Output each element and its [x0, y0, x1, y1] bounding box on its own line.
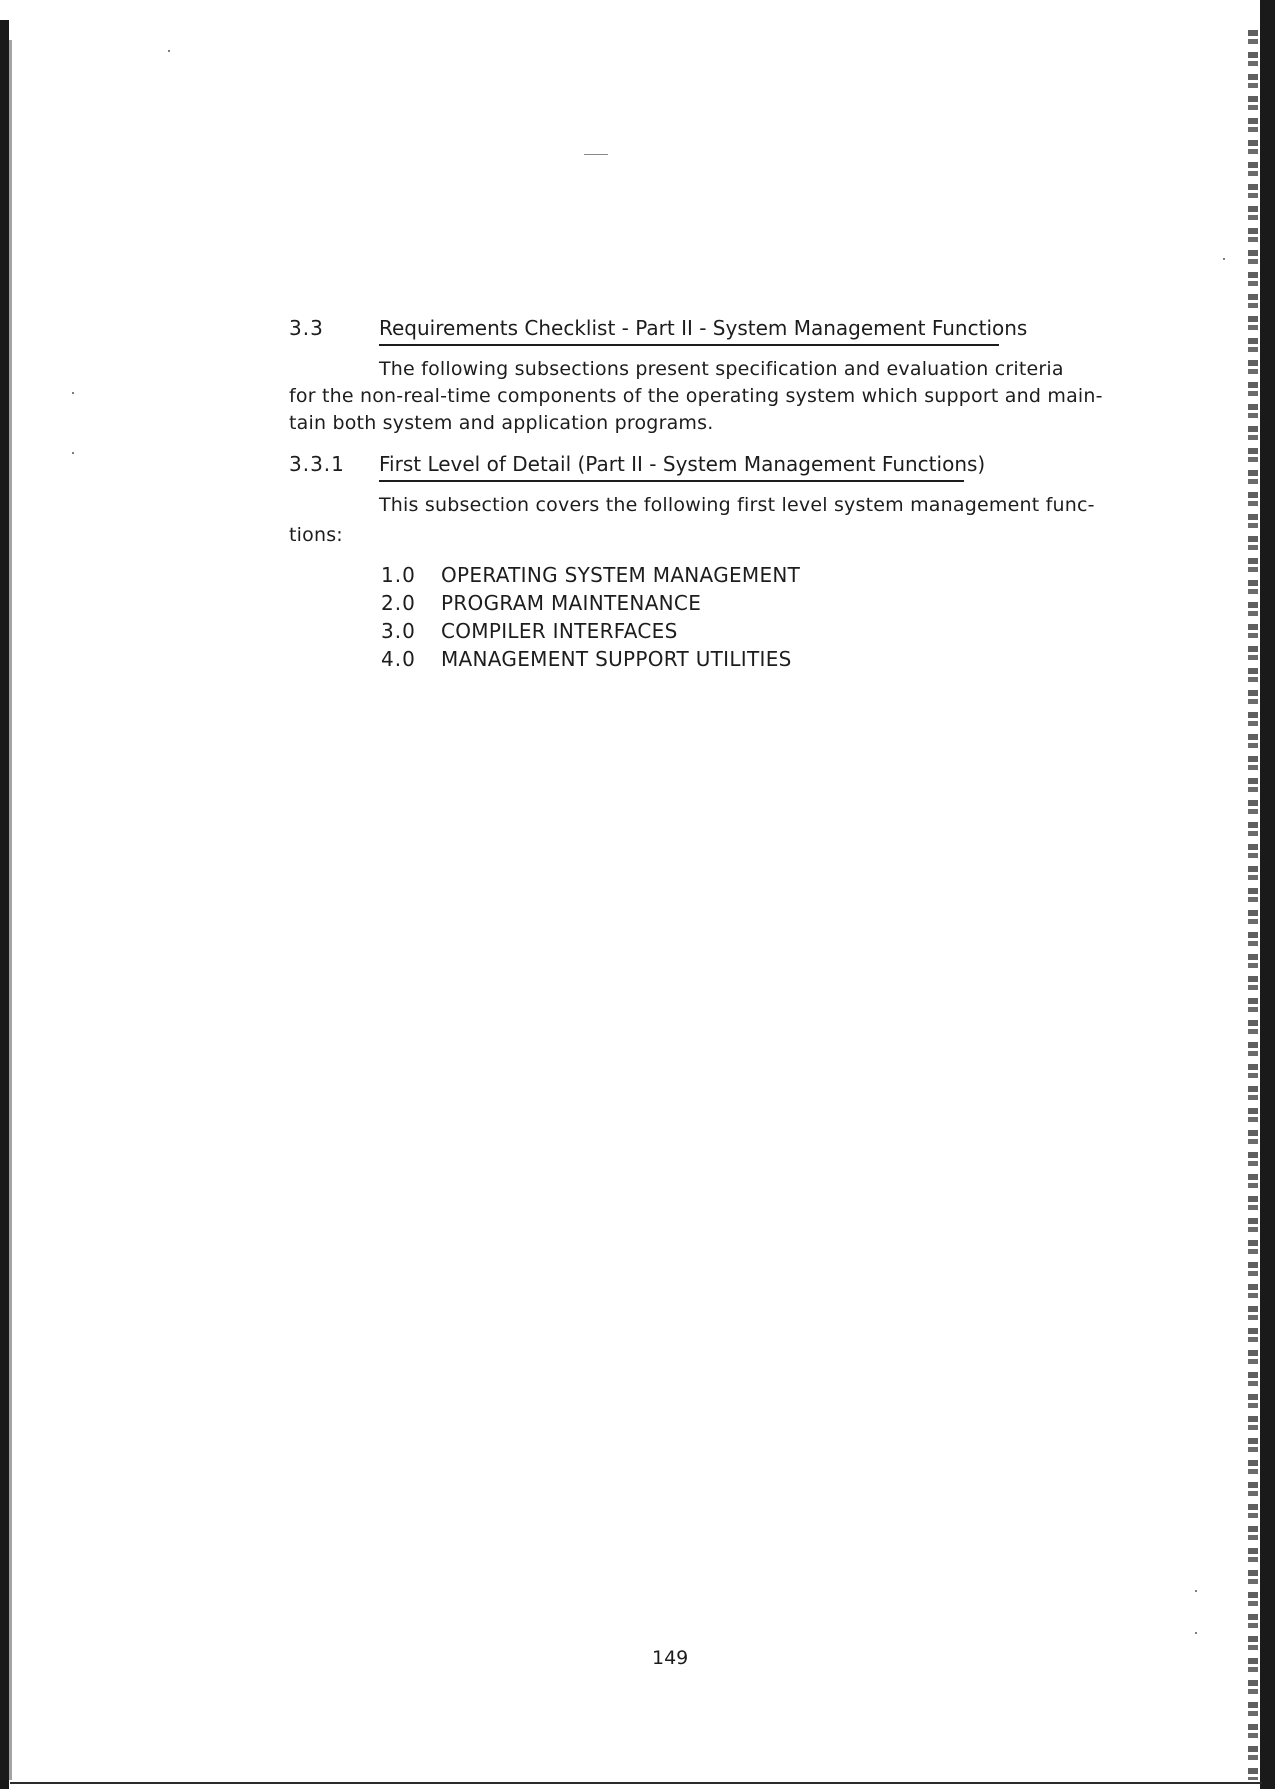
- scan-speck: [72, 392, 74, 394]
- list-item: [381, 619, 678, 647]
- list-item: [381, 591, 701, 619]
- list-item-label: PROGRAM MAINTENANCE: [441, 591, 702, 615]
- section-paragraph-line-1: The following subsections present specification and evaluation criteria: [379, 358, 1064, 380]
- page-number: 149: [652, 1647, 689, 1669]
- scan-edge-left-shadow: [9, 40, 12, 1780]
- scan-edge-left: [0, 20, 9, 1789]
- scan-speck: [168, 50, 170, 52]
- scan-speck: [1195, 1632, 1197, 1634]
- list-item: [381, 563, 800, 591]
- section-paragraph-line-3: tain both system and application programs.: [289, 412, 714, 434]
- list-item-number: 4.0: [381, 647, 416, 671]
- section-title: Requirements Checklist - Part II - System Management Functions: [379, 315, 999, 346]
- scan-speck: [72, 452, 74, 454]
- scan-speck: [1223, 258, 1225, 260]
- scan-edge-right-shadow: [1248, 30, 1258, 1780]
- subsection-number: 3.3.1: [289, 452, 345, 476]
- section-number: 3.3: [289, 316, 324, 340]
- list-item-label: OPERATING SYSTEM MANAGEMENT: [441, 563, 801, 587]
- scan-edge-bottom: [10, 1782, 1262, 1784]
- subsection-paragraph-line-1: This subsection covers the following first level system management func-: [379, 494, 1095, 516]
- list-item-number: 2.0: [381, 591, 416, 615]
- subsection-title: First Level of Detail (Part II - System Management Functions): [379, 451, 964, 482]
- list-item-number: 3.0: [381, 619, 416, 643]
- scan-mark: [584, 154, 608, 155]
- scan-edge-right: [1260, 0, 1275, 1789]
- list-item: [381, 647, 792, 675]
- list-item-label: MANAGEMENT SUPPORT UTILITIES: [441, 647, 792, 671]
- list-item-number: 1.0: [381, 563, 416, 587]
- section-paragraph-line-2: for the non-real-time components of the operating system which support and main-: [289, 385, 1103, 407]
- list-item-label: COMPILER INTERFACES: [441, 619, 678, 643]
- scan-speck: [1195, 1590, 1197, 1592]
- subsection-paragraph-line-2: tions:: [289, 524, 343, 546]
